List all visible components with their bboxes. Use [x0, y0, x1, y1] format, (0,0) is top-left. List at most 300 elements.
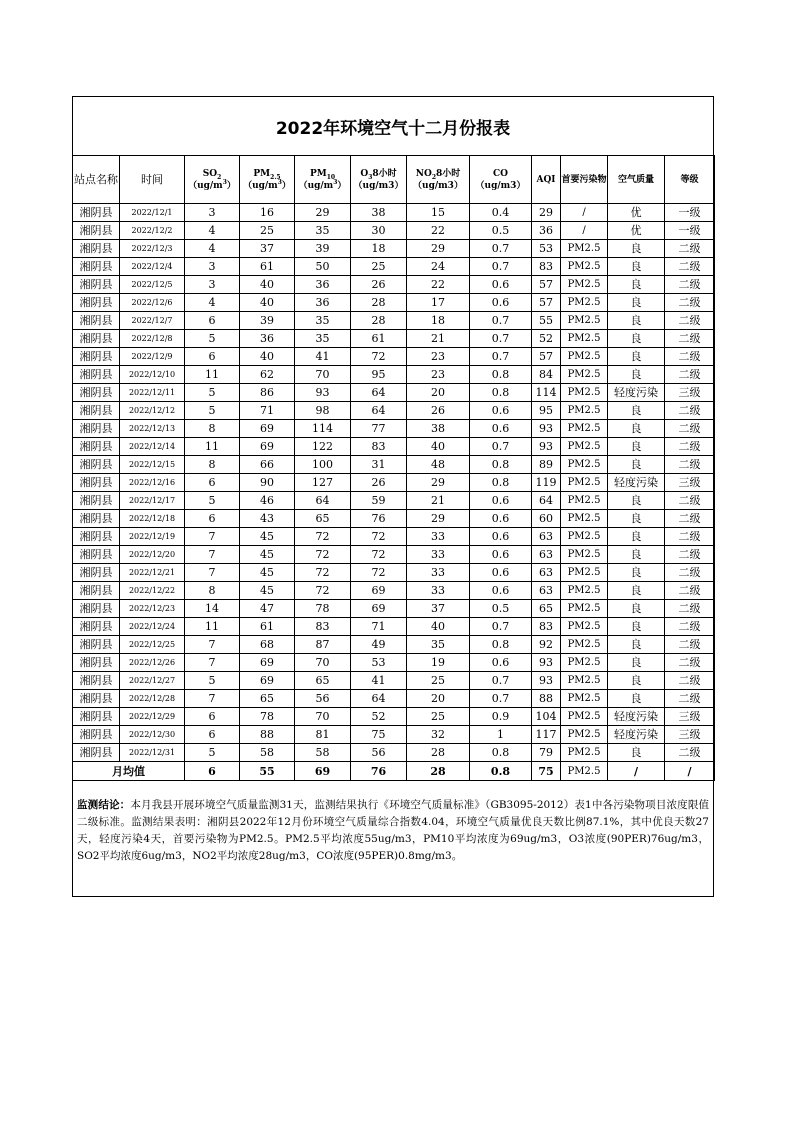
- cell-quality: 良: [608, 510, 665, 528]
- table-row: [73, 528, 715, 546]
- cell-no2: 22: [407, 276, 470, 294]
- cell-so2: 6: [185, 348, 240, 366]
- cell-co: 0.8: [470, 636, 532, 654]
- cell-primary: PM2.5: [561, 564, 608, 582]
- cell-date: 2022/12/13: [120, 420, 185, 438]
- cell-grade: 二级: [665, 312, 715, 330]
- cell-o3: 72: [351, 546, 407, 564]
- cell-pm25: 45: [240, 546, 295, 564]
- cell-o3: 76: [351, 510, 407, 528]
- monthly-average-row: [73, 762, 715, 781]
- cell-aqi: 65: [532, 600, 561, 618]
- cell-grade: 二级: [665, 744, 715, 762]
- cell-date: 2022/12/1: [120, 204, 185, 222]
- table-row: [73, 330, 715, 348]
- cell-date: 2022/12/23: [120, 600, 185, 618]
- cell-primary: PM2.5: [561, 294, 608, 312]
- cell-o3: 53: [351, 654, 407, 672]
- cell-no2: 40: [407, 438, 470, 456]
- cell-pm25: 47: [240, 600, 295, 618]
- cell-co: 0.6: [470, 276, 532, 294]
- cell-date: 2022/12/9: [120, 348, 185, 366]
- cell-quality: 良: [608, 528, 665, 546]
- cell-pm10: 70: [295, 654, 351, 672]
- cell-grade: 一级: [665, 204, 715, 222]
- table-row: [73, 204, 715, 222]
- cell-no2: 38: [407, 420, 470, 438]
- cell-pm25: 66: [240, 456, 295, 474]
- cell-station: 湘阴县: [73, 204, 120, 222]
- cell-station: 湘阴县: [73, 456, 120, 474]
- cell-aqi: 57: [532, 276, 561, 294]
- cell-so2: 8: [185, 456, 240, 474]
- cell-pm10: 122: [295, 438, 351, 456]
- cell-date: 2022/12/20: [120, 546, 185, 564]
- cell-grade: 一级: [665, 222, 715, 240]
- cell-date: 2022/12/24: [120, 618, 185, 636]
- cell-pm10: 36: [295, 294, 351, 312]
- report-title: 2022年环境空气十二月份报表: [275, 118, 511, 139]
- cell-o3: 83: [351, 438, 407, 456]
- header-station: 站点名称: [73, 156, 120, 204]
- table-row: [73, 690, 715, 708]
- conclusion-text: 本月我县开展环境空气质量监测31天，监测结果执行《环境空气质量标准》（GB3095-2012）表1中各污染物项目浓度限值二级标准。监测结果表明：湘阴县2022年12月份环境空气质量综合指数4.04，环境空气质量优良天数比例87.1%，其中优良天数27天，轻度污染4天，首要污染物为PM2.5。PM2.5平均浓度55ug/m3，PM10平均浓度为69ug/m3，O3浓度(90PER)76ug/m3，SO2平均浓度6ug/m3，NO2平均浓度28ug/m3，CO浓度(95PER)0.8mg/m3。: [77, 799, 709, 862]
- cell-pm10: 70: [295, 708, 351, 726]
- cell-co: 1: [470, 726, 532, 744]
- cell-pm25: 71: [240, 402, 295, 420]
- cell-grade: 二级: [665, 564, 715, 582]
- cell-station: 湘阴县: [73, 222, 120, 240]
- monthly-average-label: 月均值: [73, 762, 185, 781]
- cell-pm10: 56: [295, 690, 351, 708]
- cell-so2: 6: [185, 708, 240, 726]
- average-co: 0.8: [470, 762, 532, 781]
- cell-station: 湘阴县: [73, 294, 120, 312]
- cell-station: 湘阴县: [73, 564, 120, 582]
- cell-pm25: 45: [240, 582, 295, 600]
- cell-pm25: 46: [240, 492, 295, 510]
- cell-o3: 64: [351, 690, 407, 708]
- cell-pm25: 78: [240, 708, 295, 726]
- table-row: [73, 420, 715, 438]
- cell-pm10: 72: [295, 582, 351, 600]
- cell-no2: 19: [407, 654, 470, 672]
- cell-o3: 56: [351, 744, 407, 762]
- cell-station: 湘阴县: [73, 744, 120, 762]
- cell-station: 湘阴县: [73, 672, 120, 690]
- cell-pm10: 36: [295, 276, 351, 294]
- cell-station: 湘阴县: [73, 258, 120, 276]
- cell-o3: 52: [351, 708, 407, 726]
- cell-primary: PM2.5: [561, 582, 608, 600]
- cell-aqi: 95: [532, 402, 561, 420]
- cell-date: 2022/12/18: [120, 510, 185, 528]
- cell-station: 湘阴县: [73, 384, 120, 402]
- cell-aqi: 63: [532, 546, 561, 564]
- cell-primary: PM2.5: [561, 366, 608, 384]
- cell-station: 湘阴县: [73, 474, 120, 492]
- average-pm10: 69: [295, 762, 351, 781]
- table-row: [73, 258, 715, 276]
- cell-pm25: 86: [240, 384, 295, 402]
- average-o3: 76: [351, 762, 407, 781]
- cell-station: 湘阴县: [73, 690, 120, 708]
- cell-co: 0.5: [470, 600, 532, 618]
- cell-pm10: 81: [295, 726, 351, 744]
- cell-co: 0.7: [470, 240, 532, 258]
- header-time: 时间: [120, 156, 185, 204]
- cell-date: 2022/12/3: [120, 240, 185, 258]
- cell-no2: 22: [407, 222, 470, 240]
- cell-grade: 三级: [665, 384, 715, 402]
- cell-aqi: 63: [532, 528, 561, 546]
- cell-date: 2022/12/22: [120, 582, 185, 600]
- cell-primary: PM2.5: [561, 420, 608, 438]
- cell-so2: 7: [185, 636, 240, 654]
- cell-no2: 40: [407, 618, 470, 636]
- table-row: [73, 240, 715, 258]
- header-grade: 等级: [665, 156, 715, 204]
- table-row: [73, 564, 715, 582]
- cell-quality: 轻度污染: [608, 726, 665, 744]
- cell-pm10: 35: [295, 312, 351, 330]
- cell-no2: 20: [407, 384, 470, 402]
- cell-co: 0.6: [470, 654, 532, 672]
- cell-co: 0.6: [470, 510, 532, 528]
- cell-aqi: 83: [532, 258, 561, 276]
- cell-station: 湘阴县: [73, 420, 120, 438]
- cell-primary: PM2.5: [561, 510, 608, 528]
- cell-pm25: 69: [240, 420, 295, 438]
- cell-o3: 72: [351, 564, 407, 582]
- cell-primary: PM2.5: [561, 348, 608, 366]
- cell-no2: 25: [407, 672, 470, 690]
- table-row: [73, 384, 715, 402]
- cell-pm25: 40: [240, 276, 295, 294]
- cell-co: 0.7: [470, 348, 532, 366]
- cell-primary: PM2.5: [561, 528, 608, 546]
- cell-quality: 良: [608, 330, 665, 348]
- cell-so2: 5: [185, 744, 240, 762]
- cell-quality: 良: [608, 294, 665, 312]
- cell-so2: 4: [185, 294, 240, 312]
- cell-o3: 61: [351, 330, 407, 348]
- cell-pm10: 39: [295, 240, 351, 258]
- cell-so2: 4: [185, 240, 240, 258]
- header-pm25: $PM_{2.5}$ $(ug/m^3)$: [240, 156, 295, 204]
- cell-aqi: 29: [532, 204, 561, 222]
- cell-pm25: 45: [240, 528, 295, 546]
- header-so2: $SO_2$ $(ug/m^3)$: [185, 156, 240, 204]
- cell-primary: PM2.5: [561, 456, 608, 474]
- table-row: [73, 582, 715, 600]
- cell-date: 2022/12/16: [120, 474, 185, 492]
- cell-primary: PM2.5: [561, 438, 608, 456]
- cell-pm25: 43: [240, 510, 295, 528]
- cell-so2: 3: [185, 204, 240, 222]
- cell-so2: 11: [185, 618, 240, 636]
- cell-quality: 良: [608, 636, 665, 654]
- cell-quality: 良: [608, 348, 665, 366]
- table-header-row: [73, 156, 715, 204]
- cell-primary: PM2.5: [561, 330, 608, 348]
- cell-primary: PM2.5: [561, 402, 608, 420]
- cell-aqi: 55: [532, 312, 561, 330]
- table-row: [73, 654, 715, 672]
- cell-station: 湘阴县: [73, 312, 120, 330]
- cell-quality: 良: [608, 456, 665, 474]
- cell-co: 0.4: [470, 204, 532, 222]
- header-co: CO （ug/m3）: [470, 156, 532, 204]
- cell-co: 0.6: [470, 402, 532, 420]
- cell-pm25: 37: [240, 240, 295, 258]
- cell-so2: 5: [185, 672, 240, 690]
- cell-grade: 二级: [665, 654, 715, 672]
- header-no2: $NO_28$小时 （ug/m3）: [407, 156, 470, 204]
- cell-grade: 二级: [665, 636, 715, 654]
- cell-co: 0.7: [470, 258, 532, 276]
- cell-so2: 5: [185, 384, 240, 402]
- cell-quality: 良: [608, 600, 665, 618]
- cell-primary: PM2.5: [561, 276, 608, 294]
- cell-so2: 3: [185, 258, 240, 276]
- cell-quality: 良: [608, 402, 665, 420]
- cell-pm25: 69: [240, 438, 295, 456]
- cell-date: 2022/12/12: [120, 402, 185, 420]
- average-so2: 6: [185, 762, 240, 781]
- cell-o3: 25: [351, 258, 407, 276]
- table-row: [73, 636, 715, 654]
- cell-primary: PM2.5: [561, 708, 608, 726]
- cell-o3: 72: [351, 348, 407, 366]
- cell-so2: 7: [185, 528, 240, 546]
- cell-quality: 轻度污染: [608, 708, 665, 726]
- cell-quality: 良: [608, 366, 665, 384]
- table-row: [73, 222, 715, 240]
- cell-pm10: 64: [295, 492, 351, 510]
- cell-no2: 20: [407, 690, 470, 708]
- cell-pm25: 69: [240, 654, 295, 672]
- cell-no2: 29: [407, 510, 470, 528]
- cell-pm25: 40: [240, 294, 295, 312]
- table-row: [73, 438, 715, 456]
- cell-primary: PM2.5: [561, 600, 608, 618]
- cell-pm10: 65: [295, 510, 351, 528]
- cell-grade: 二级: [665, 258, 715, 276]
- cell-pm25: 25: [240, 222, 295, 240]
- table-row: [73, 456, 715, 474]
- cell-pm10: 70: [295, 366, 351, 384]
- cell-grade: 二级: [665, 348, 715, 366]
- cell-so2: 11: [185, 366, 240, 384]
- cell-date: 2022/12/25: [120, 636, 185, 654]
- cell-pm10: 100: [295, 456, 351, 474]
- cell-pm10: 78: [295, 600, 351, 618]
- cell-co: 0.8: [470, 456, 532, 474]
- cell-quality: 良: [608, 672, 665, 690]
- cell-primary: PM2.5: [561, 672, 608, 690]
- cell-pm25: 45: [240, 564, 295, 582]
- cell-co: 0.7: [470, 438, 532, 456]
- cell-so2: 7: [185, 564, 240, 582]
- cell-aqi: 84: [532, 366, 561, 384]
- cell-primary: PM2.5: [561, 636, 608, 654]
- cell-pm25: 61: [240, 258, 295, 276]
- header-pm10: $PM_{10}$ $(ug/m^3)$: [295, 156, 351, 204]
- cell-station: 湘阴县: [73, 654, 120, 672]
- cell-quality: 良: [608, 618, 665, 636]
- cell-so2: 8: [185, 420, 240, 438]
- cell-aqi: 83: [532, 618, 561, 636]
- cell-date: 2022/12/19: [120, 528, 185, 546]
- cell-station: 湘阴县: [73, 438, 120, 456]
- cell-no2: 33: [407, 582, 470, 600]
- cell-so2: 7: [185, 654, 240, 672]
- cell-primary: PM2.5: [561, 744, 608, 762]
- cell-aqi: 63: [532, 582, 561, 600]
- cell-date: 2022/12/27: [120, 672, 185, 690]
- cell-grade: 二级: [665, 330, 715, 348]
- table-row: [73, 510, 715, 528]
- cell-co: 0.8: [470, 474, 532, 492]
- cell-no2: 29: [407, 240, 470, 258]
- cell-aqi: 117: [532, 726, 561, 744]
- table-row: [73, 546, 715, 564]
- cell-so2: 4: [185, 222, 240, 240]
- cell-pm10: 93: [295, 384, 351, 402]
- cell-no2: 33: [407, 546, 470, 564]
- cell-quality: 轻度污染: [608, 474, 665, 492]
- cell-primary: PM2.5: [561, 726, 608, 744]
- cell-aqi: 88: [532, 690, 561, 708]
- cell-co: 0.6: [470, 528, 532, 546]
- cell-aqi: 92: [532, 636, 561, 654]
- cell-grade: 二级: [665, 546, 715, 564]
- cell-grade: 二级: [665, 240, 715, 258]
- cell-date: 2022/12/31: [120, 744, 185, 762]
- cell-date: 2022/12/14: [120, 438, 185, 456]
- cell-so2: 5: [185, 330, 240, 348]
- cell-primary: PM2.5: [561, 474, 608, 492]
- cell-quality: 良: [608, 312, 665, 330]
- table-row: [73, 618, 715, 636]
- cell-grade: 二级: [665, 402, 715, 420]
- cell-no2: 35: [407, 636, 470, 654]
- cell-quality: 良: [608, 420, 665, 438]
- cell-grade: 二级: [665, 510, 715, 528]
- cell-o3: 71: [351, 618, 407, 636]
- cell-pm10: 72: [295, 546, 351, 564]
- cell-primary: PM2.5: [561, 690, 608, 708]
- cell-co: 0.8: [470, 744, 532, 762]
- table-row: [73, 744, 715, 762]
- cell-primary: PM2.5: [561, 312, 608, 330]
- cell-grade: 三级: [665, 708, 715, 726]
- cell-pm10: 98: [295, 402, 351, 420]
- cell-pm25: 16: [240, 204, 295, 222]
- cell-grade: 二级: [665, 276, 715, 294]
- cell-station: 湘阴县: [73, 240, 120, 258]
- cell-station: 湘阴县: [73, 330, 120, 348]
- cell-grade: 二级: [665, 600, 715, 618]
- cell-date: 2022/12/4: [120, 258, 185, 276]
- conclusion-label: 监测结论：: [77, 799, 131, 811]
- cell-pm25: 65: [240, 690, 295, 708]
- cell-grade: 二级: [665, 456, 715, 474]
- cell-co: 0.6: [470, 420, 532, 438]
- cell-date: 2022/12/8: [120, 330, 185, 348]
- cell-co: 0.6: [470, 564, 532, 582]
- cell-quality: 良: [608, 276, 665, 294]
- table-row: [73, 276, 715, 294]
- cell-o3: 77: [351, 420, 407, 438]
- cell-pm25: 40: [240, 348, 295, 366]
- cell-aqi: 93: [532, 420, 561, 438]
- cell-pm10: 35: [295, 330, 351, 348]
- cell-pm10: 72: [295, 564, 351, 582]
- cell-date: 2022/12/26: [120, 654, 185, 672]
- cell-station: 湘阴县: [73, 600, 120, 618]
- cell-station: 湘阴县: [73, 276, 120, 294]
- cell-so2: 8: [185, 582, 240, 600]
- cell-so2: 6: [185, 474, 240, 492]
- cell-grade: 二级: [665, 420, 715, 438]
- table-row: [73, 492, 715, 510]
- report-frame: [72, 96, 714, 897]
- cell-grade: 二级: [665, 438, 715, 456]
- cell-co: 0.9: [470, 708, 532, 726]
- cell-primary: PM2.5: [561, 240, 608, 258]
- cell-station: 湘阴县: [73, 546, 120, 564]
- cell-no2: 23: [407, 348, 470, 366]
- cell-aqi: 52: [532, 330, 561, 348]
- cell-pm25: 68: [240, 636, 295, 654]
- cell-pm10: 87: [295, 636, 351, 654]
- cell-quality: 良: [608, 564, 665, 582]
- cell-station: 湘阴县: [73, 708, 120, 726]
- cell-station: 湘阴县: [73, 582, 120, 600]
- cell-pm25: 69: [240, 672, 295, 690]
- cell-co: 0.6: [470, 294, 532, 312]
- average-primary: PM2.5: [561, 762, 608, 781]
- cell-primary: PM2.5: [561, 384, 608, 402]
- cell-primary: PM2.5: [561, 546, 608, 564]
- cell-no2: 15: [407, 204, 470, 222]
- table-row: [73, 474, 715, 492]
- cell-no2: 26: [407, 402, 470, 420]
- cell-aqi: 119: [532, 474, 561, 492]
- cell-pm10: 50: [295, 258, 351, 276]
- cell-primary: /: [561, 222, 608, 240]
- cell-o3: 41: [351, 672, 407, 690]
- cell-pm10: 29: [295, 204, 351, 222]
- cell-quality: 优: [608, 222, 665, 240]
- table-row: [73, 312, 715, 330]
- cell-no2: 18: [407, 312, 470, 330]
- cell-so2: 6: [185, 312, 240, 330]
- cell-pm25: 88: [240, 726, 295, 744]
- cell-date: 2022/12/17: [120, 492, 185, 510]
- cell-aqi: 93: [532, 438, 561, 456]
- cell-co: 0.7: [470, 690, 532, 708]
- cell-pm25: 39: [240, 312, 295, 330]
- cell-date: 2022/12/11: [120, 384, 185, 402]
- cell-grade: 二级: [665, 366, 715, 384]
- cell-grade: 二级: [665, 294, 715, 312]
- cell-pm25: 90: [240, 474, 295, 492]
- cell-co: 0.8: [470, 366, 532, 384]
- cell-co: 0.6: [470, 546, 532, 564]
